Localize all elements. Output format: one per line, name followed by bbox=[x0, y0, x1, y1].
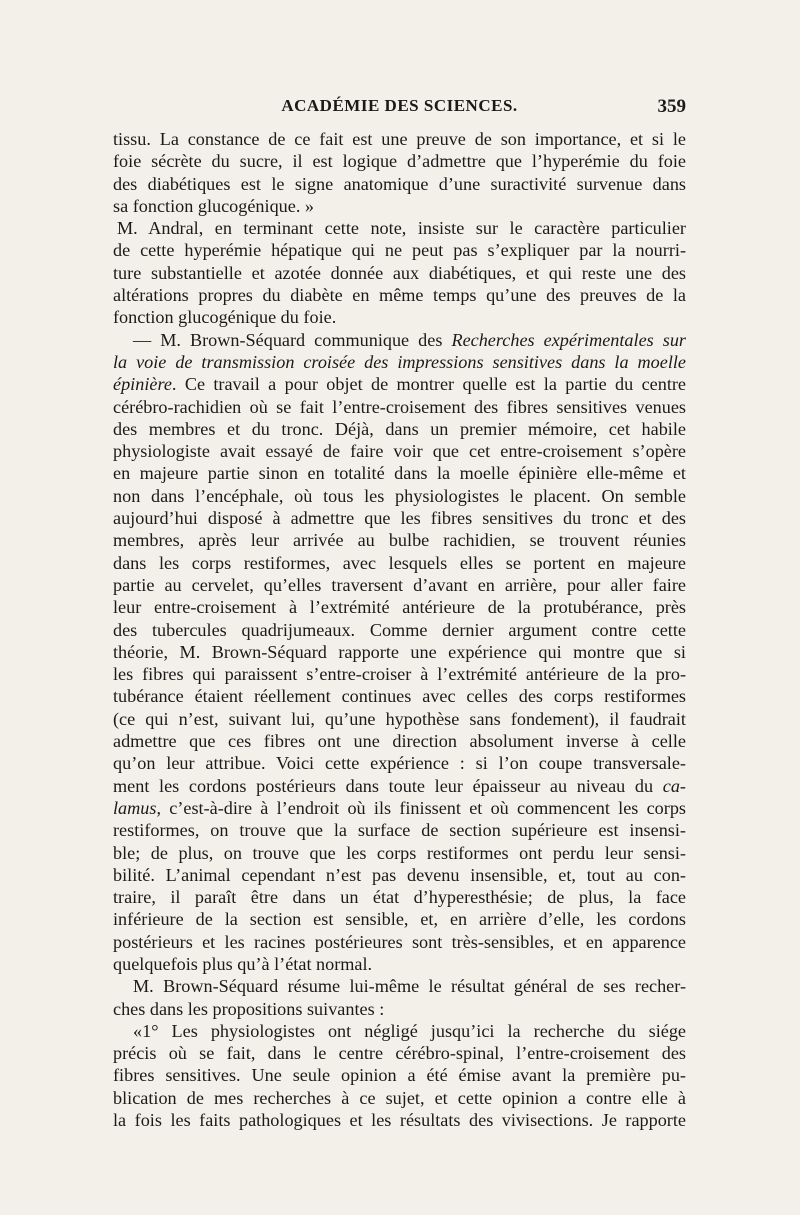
page-number: 359 bbox=[657, 96, 686, 117]
text-line: ches dans les propositions suivantes : bbox=[113, 998, 385, 1019]
text-line: théorie, M. Brown-Séquard rapporte une expérience qui montre que si bbox=[113, 641, 686, 662]
text-line bbox=[113, 797, 686, 819]
text-span: . Ce travail a pour objet de montrer quelle est la partie du centre bbox=[171, 374, 686, 395]
text-line: aujourd’hui disposé à admettre que les fibres sensitives du tronc et des bbox=[113, 508, 686, 529]
text-line: admettre que ces fibres ont une direction absolument inverse à celle bbox=[113, 731, 686, 752]
text-line: «1° Les physiologistes ont négligé jusqu’ici la recherche du siége bbox=[133, 1020, 686, 1041]
text-line: en majeure partie sinon en totalité dans la moelle épinière elle-même et bbox=[113, 463, 686, 484]
text-line bbox=[113, 775, 686, 797]
text-line: non dans l’encéphale, où tous les physiologistes le placent. On semble bbox=[113, 485, 686, 506]
text-line: fibres sensitives. Une seule opinion a été émise avant la première pu- bbox=[113, 1065, 686, 1086]
text-line: dans les corps restiformes, avec lesquels elles se portent en majeure bbox=[113, 552, 686, 573]
text-span: ment les cordons postérieurs dans toute leur épaisseur au niveau du bbox=[113, 775, 663, 796]
page-header bbox=[113, 96, 686, 126]
italic-term: lamus bbox=[113, 797, 157, 818]
text-line: des membres et du tronc. Déjà, dans un premier mémoire, cet habile bbox=[113, 418, 686, 439]
text-line: ture substantielle et azotée donnée aux diabétiques, et qui reste une des bbox=[113, 262, 686, 283]
text-line: altérations propres du diabète en même temps qu’une des preuves de la bbox=[113, 285, 686, 306]
text-line: bilité. L’animal cependant n’est pas devenu insensible, et, tout au con- bbox=[113, 864, 686, 885]
italic-term: ca- bbox=[662, 775, 686, 796]
italic-title: épinière bbox=[113, 374, 172, 395]
text-line: quelquefois plus qu’à l’état normal. bbox=[113, 953, 373, 974]
text-line: cérébro-rachidien où se fait l’entre-croisement des fibres sensitives venues bbox=[113, 396, 686, 417]
running-title: ACADÉMIE DES SCIENCES. bbox=[281, 96, 518, 115]
text-line: traire, il paraît être dans un état d’hyperesthésie; de plus, la face bbox=[113, 887, 686, 908]
text-line: ble; de plus, on trouve que les corps restiformes ont perdu leur sensi- bbox=[113, 842, 686, 863]
text-line: partie au cervelet, qu’elles traversent d’avant en arrière, pour aller faire bbox=[113, 574, 686, 595]
text-line: la fois les faits pathologiques et les résultats des vivisections. Je rapporte bbox=[113, 1110, 686, 1131]
text-line: de cette hyperémie hépatique qui ne peut pas s’expliquer par la nourri- bbox=[113, 240, 686, 261]
text-line bbox=[113, 373, 686, 395]
text-span: — M. Brown-Séquard communique des bbox=[133, 329, 452, 350]
text-line: postérieurs et les racines postérieures sont très-sensibles, et en apparence bbox=[113, 931, 686, 952]
text-line: tubérance étaient réellement continues avec celles des corps restiformes bbox=[113, 686, 686, 707]
text-line: membres, après leur arrivée au bulbe rachidien, se trouvent réunies bbox=[113, 530, 686, 551]
body-text bbox=[113, 128, 686, 1131]
text-line: précis où se fait, dans le centre cérébro-spinal, l’entre-croisement des bbox=[113, 1043, 686, 1064]
text-line: M. Andral, en terminant cette note, insiste sur le caractère particulier bbox=[117, 218, 686, 239]
text-line: physiologiste avait essayé de faire voir que cet entre-croisement s’opère bbox=[113, 441, 686, 462]
text-line bbox=[113, 329, 686, 351]
text-line: les fibres qui paraissent s’entre-croiser à l’extrémité antérieure de la pro- bbox=[113, 664, 686, 685]
text-line: tissu. La constance de ce fait est une preuve de son importance, et si le bbox=[113, 129, 686, 149]
text-span: , c’est-à-dire à l’endroit où ils finissent et où commencent les corps bbox=[156, 797, 686, 818]
text-line: fonction glucogénique du foie. bbox=[113, 307, 337, 328]
text-line: des tubercules quadrijumeaux. Comme dernier argument contre cette bbox=[113, 619, 686, 640]
text-line: (ce qui n’est, suivant lui, qu’une hypothèse sans fondement), il faudrait bbox=[113, 708, 686, 729]
text-line: la voie de transmission croisée des impressions sensitives dans la moelle bbox=[113, 351, 686, 372]
text-line: leur entre-croisement à l’extrémité antérieure de la protubérance, près bbox=[113, 597, 686, 618]
text-line: qu’on leur attribue. Voici cette expérience : si l’on coupe transversale- bbox=[113, 753, 686, 774]
italic-title: Recherches expérimentales sur bbox=[451, 329, 687, 350]
text-line: blication de mes recherches à ce sujet, et cette opinion a contre elle à bbox=[113, 1087, 686, 1108]
text-line: des diabétiques est le signe anatomique d’une suractivité survenue dans bbox=[113, 173, 686, 194]
text-line: foie sécrète du sucre, il est logique d’admettre que l’hyperémie du foie bbox=[113, 151, 686, 172]
text-line: M. Brown-Séquard résume lui-même le résultat général de ses recher- bbox=[133, 976, 686, 997]
text-line: restiformes, on trouve que la surface de section supérieure est insensi- bbox=[113, 820, 686, 841]
text-line: sa fonction glucogénique. » bbox=[113, 195, 315, 216]
text-line: inférieure de la section est sensible, et, en arrière d’elle, les cordons bbox=[113, 909, 686, 930]
